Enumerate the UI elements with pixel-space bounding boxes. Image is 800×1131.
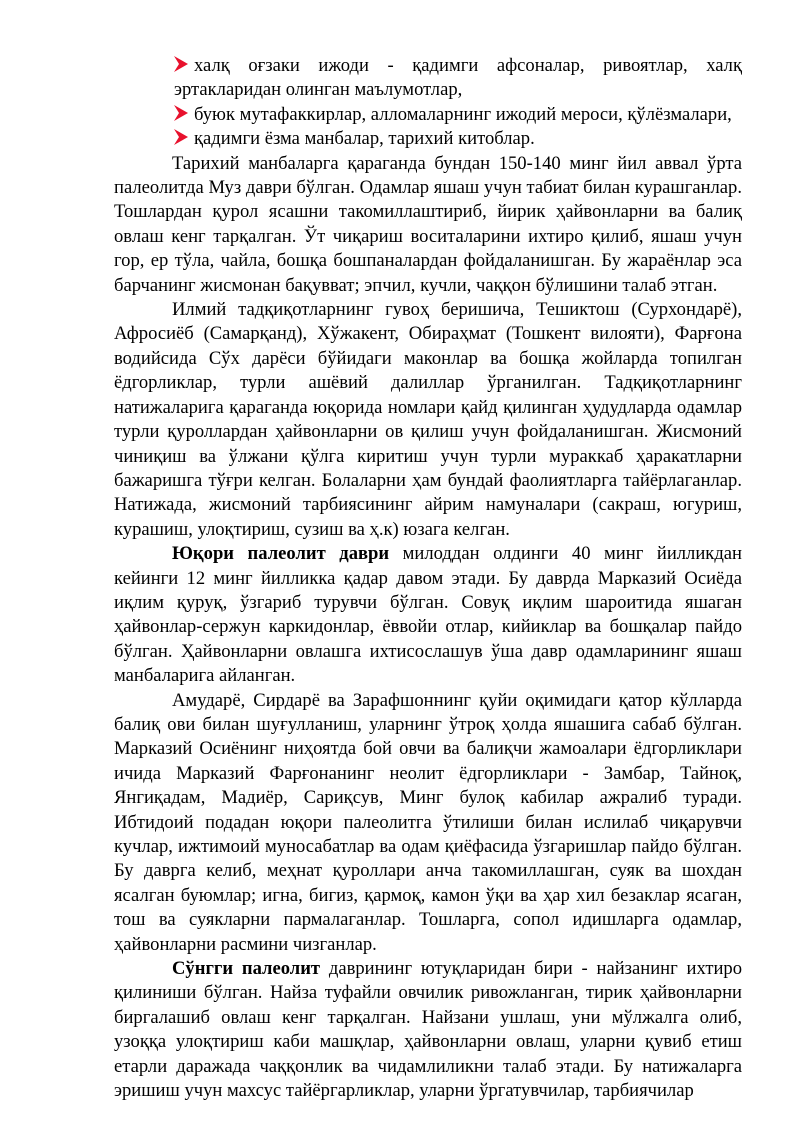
bullet-item-thinkers	[174, 103, 742, 127]
page-content	[114, 54, 742, 1103]
paragraph-rivers: Амударё, Сирдарё ва Зарафшоннинг қуйи оқимидаги қатор кўлларда балиқ ови билан шуғулланиш, уларнинг ўтроқ ҳолда яшашига сабаб бўлган. Марказий Осиёнинг ниҳоятда бой овчи ва балиқчи жамоалари ёдгорликлари ичида Марказий Фарғонанинг неолит ёдгорликлари - Замбар, Тайноқ, Янгиқадам, Мадиёр, Сариқсув, Минг булоқ кабилар ажралиб туради. Ибтидоий подадан юқори палеолитга ўтилиши билан ислилаб чиқарувчи кучлар, ижтимоий муносабатлар ва одам қиёфасида ўзгаришлар пайдо бўлган. Бу даврга келиб, меҳнат қуроллари анча такомиллашган, суяк ва шохдан ясалган буюмлар; игна, бигиз, қармоқ, камон ўқи ва ҳар хил безаклар ясаган, тош ва суякларни пармалаганлар. Тошларга, сопол идишларга одамлар, ҳайвонларни расмини чизганлар.	[114, 689, 742, 955]
bullet-text: буюк мутафаккирлар, алломаларнинг ижодий мероси, қўлёзмалари,	[194, 103, 732, 125]
bullet-text: халқ оғзаки ижоди - қадимги афсоналар, ривоятлар, халқ эртакларидан олинган маълумотлар,	[174, 55, 742, 101]
paragraph-research: Илмий тадқиқотларнинг гувоҳ беришича, Тешиктош (Сурхондарё), Афросиёб (Самарқанд), Хўжакент, Обираҳмат (Тошкент вилояти), Фарғона водийсида Сўх дарёси бўйидаги маконлар ва бошқа жойларда топилган ёдгорликлар, турли ашёвий далиллар ўрганилган. Тадқиқотларнинг натижаларига қараганда юқорида номлари қайд қилинган ҳудудларда одамлар турли қуроллардан ҳайвонларни ов қилиш учун фойдаланишган. Жисмоний чиниқиш ва ўлжани қўлга киритиш учун турли мураккаб ҳаракатларни бажаришга тўғри келган. Болаларни ҳам бундай фаолиятларга тайёрлаганлар. Натижада, жисмоний тарбиясининг айрим намуналари (сакраш, югуриш, курашиш, улоқтириш, сузиш ва ҳ.к) юзага келган.	[114, 299, 742, 540]
red-arrowhead-icon	[174, 105, 188, 121]
paragraph-late-paleolithic	[114, 957, 742, 1103]
paragraph-upper-paleolithic	[114, 542, 742, 688]
paragraph-text: даврининг ютуқларидан бири - найзанинг ихтиро қилиниши бўлган. Найза туфайли овчилик ривожланган, тирик ҳайвонларни биргалашиб овлаш кенг тарқалган. Найзани ушлаш, уни мўлжалга олиб, узоққа улоқтириш каби машқлар, ҳайвонларни овлаш, уларни қувиб етиш етарли даражада чаққонлик ва чидамлиликни талаб этади. Бу натижаларга эришиш учун махсус тайёргарликлар, уларни ўргатувчилар, тарбиячилар	[114, 958, 742, 1102]
bullet-item-folk-oral	[174, 54, 742, 103]
paragraph-ice-age: Тарихий манбаларга қараганда бундан 150-140 минг йил аввал ўрта палеолитда Муз даври бўлган. Одамлар яшаш учун табиат билан курашганлар. Тошлардан қурол ясашни такомиллаштириб, йирик ҳайвонларни ва балиқ овлаш кенг тарқалган. Ўт чиқариш воситаларини ихтиро қилиб, яшаш учун гор, ер тўла, чайла, бошқа бошпаналардан фойдаланишган. Бу жараёнлар эса барчанинг жисмонан бақувват; эпчил, кучли, чаққон бўлишини талаб этган.	[114, 152, 742, 296]
bold-term: Сўнгги палеолит	[172, 958, 321, 980]
bullet-item-written-sources	[174, 127, 742, 151]
bullet-text: қадимги ёзма манбалар, тарихий китоблар.	[194, 128, 535, 150]
paragraph-text: милоддан олдинги 40 минг йилликдан кейинги 12 минг йилликка қадар давом этади. Бу даврда Марказий Осиёда иқлим қуруқ, ўзгариб турувчи бўлган. Совуқ иқлим шароитида яшаган ҳайвонлар-сержун каркидонлар, ёввойи отлар, кийиклар ва бошқалар пайдо бўлган. Ҳайвонларни овлашга ихтисослашув ўша давр одамларининг яшаш манбаларига айланган.	[114, 543, 742, 687]
bold-term: Юқори палеолит даври	[172, 543, 390, 565]
red-arrowhead-icon	[174, 129, 188, 145]
red-arrowhead-icon	[174, 56, 188, 72]
